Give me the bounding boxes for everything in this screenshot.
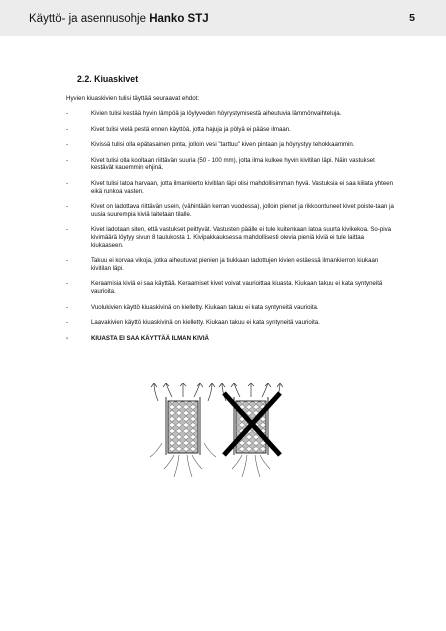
incorrect-heater-diagram <box>219 383 283 477</box>
section-title: 2.2. Kiuaskivet <box>77 74 139 84</box>
list-item: - Kivet tulisi latoa harvaan, jotta ilmankierto kivitilan läpi olisi mahdollisimman hyvä. Vastuksia ei saa kiilata yhteen eikä runkoa vasten. <box>66 179 394 195</box>
list-item: - Kivet tulisi vielä pestä ennen käyttöä, jotta hajuja ja pölyä ei pääse ilmaan. <box>66 125 291 133</box>
warning-item: - KIUASTA EI SAA KÄYTTÄÄ ILMAN KIVIÄ <box>66 334 209 342</box>
requirements-list <box>66 110 396 350</box>
list-item: - Laavakivien käyttö kiuaskivinä on kielletty. Kiukaan takuu ei kata syntyneitä vaurioita. <box>66 319 320 327</box>
document-title: Käyttö- ja asennusohje Hanko STJ <box>29 13 209 25</box>
list-item: - Kivet tulisi olla kooltaan riittävän suuria (50 - 100 mm), jotta ilma kulkee hyvin kivitilan läpi. Näin vastukset kestävät kauemmin ehjinä. <box>66 156 375 172</box>
page-header <box>0 0 446 36</box>
list-item: - Vuolukivien käyttö kiuaskivinä on kielletty. Kiukaan takuu ei kata syntyneitä vaurioita. <box>66 303 319 311</box>
stone-loading-illustration <box>144 383 294 483</box>
page-number: 5 <box>409 12 415 24</box>
correct-heater-diagram <box>150 383 216 477</box>
list-item: - Kivet on ladottava riittävän usein, (vähintään kerran vuodessa), jolloin pienet ja rikkoontuneet kivet poiste-taan ja uusia suurempia kiviä laitetaan tilalle. <box>66 203 394 218</box>
list-item: - Kivissä tulisi olla epätasainen pinta, jolloin vesi "tarttuu" kiven pintaan ja höyrystyy tehokkaammin. <box>66 141 355 149</box>
section-intro: Hyvien kiuaskivien tulisi täyttää seuraavat ehdot: <box>66 95 200 102</box>
list-item: - Kivet ladotaan siten, että vastukset peittyvät. Vastusten päälle ei tule kuitenkaan latoa suurta kivikekoa. So-piva kivimäärä löytyy sivun 8 taulukosta 1. Kivipakkauksessa mahdollisesti olevia pieniä kiviä ei tule laittaa kiukaaseen. <box>66 226 392 249</box>
list-item: - Kivien tulisi kestää hyvin lämpöä ja löylyveden höyrystymisestä aiheutuvia lämmönvaihteluja. <box>66 110 342 117</box>
list-item: - Takuu ei korvaa vikoja, jotka aiheutuvat pienien ja tiukkaan ladottujen kivien estäessä ilmankierron kiukaan kivitilan läpi. <box>66 257 379 272</box>
list-item: - Keraamisia kiviä ei saa käyttää. Keraamiset kivet voivat vaurioittaa kiuasta. Kiukaan takuu ei kata syntyneitä vaurioita. <box>66 280 383 295</box>
product-name: Hanko STJ <box>149 13 209 25</box>
